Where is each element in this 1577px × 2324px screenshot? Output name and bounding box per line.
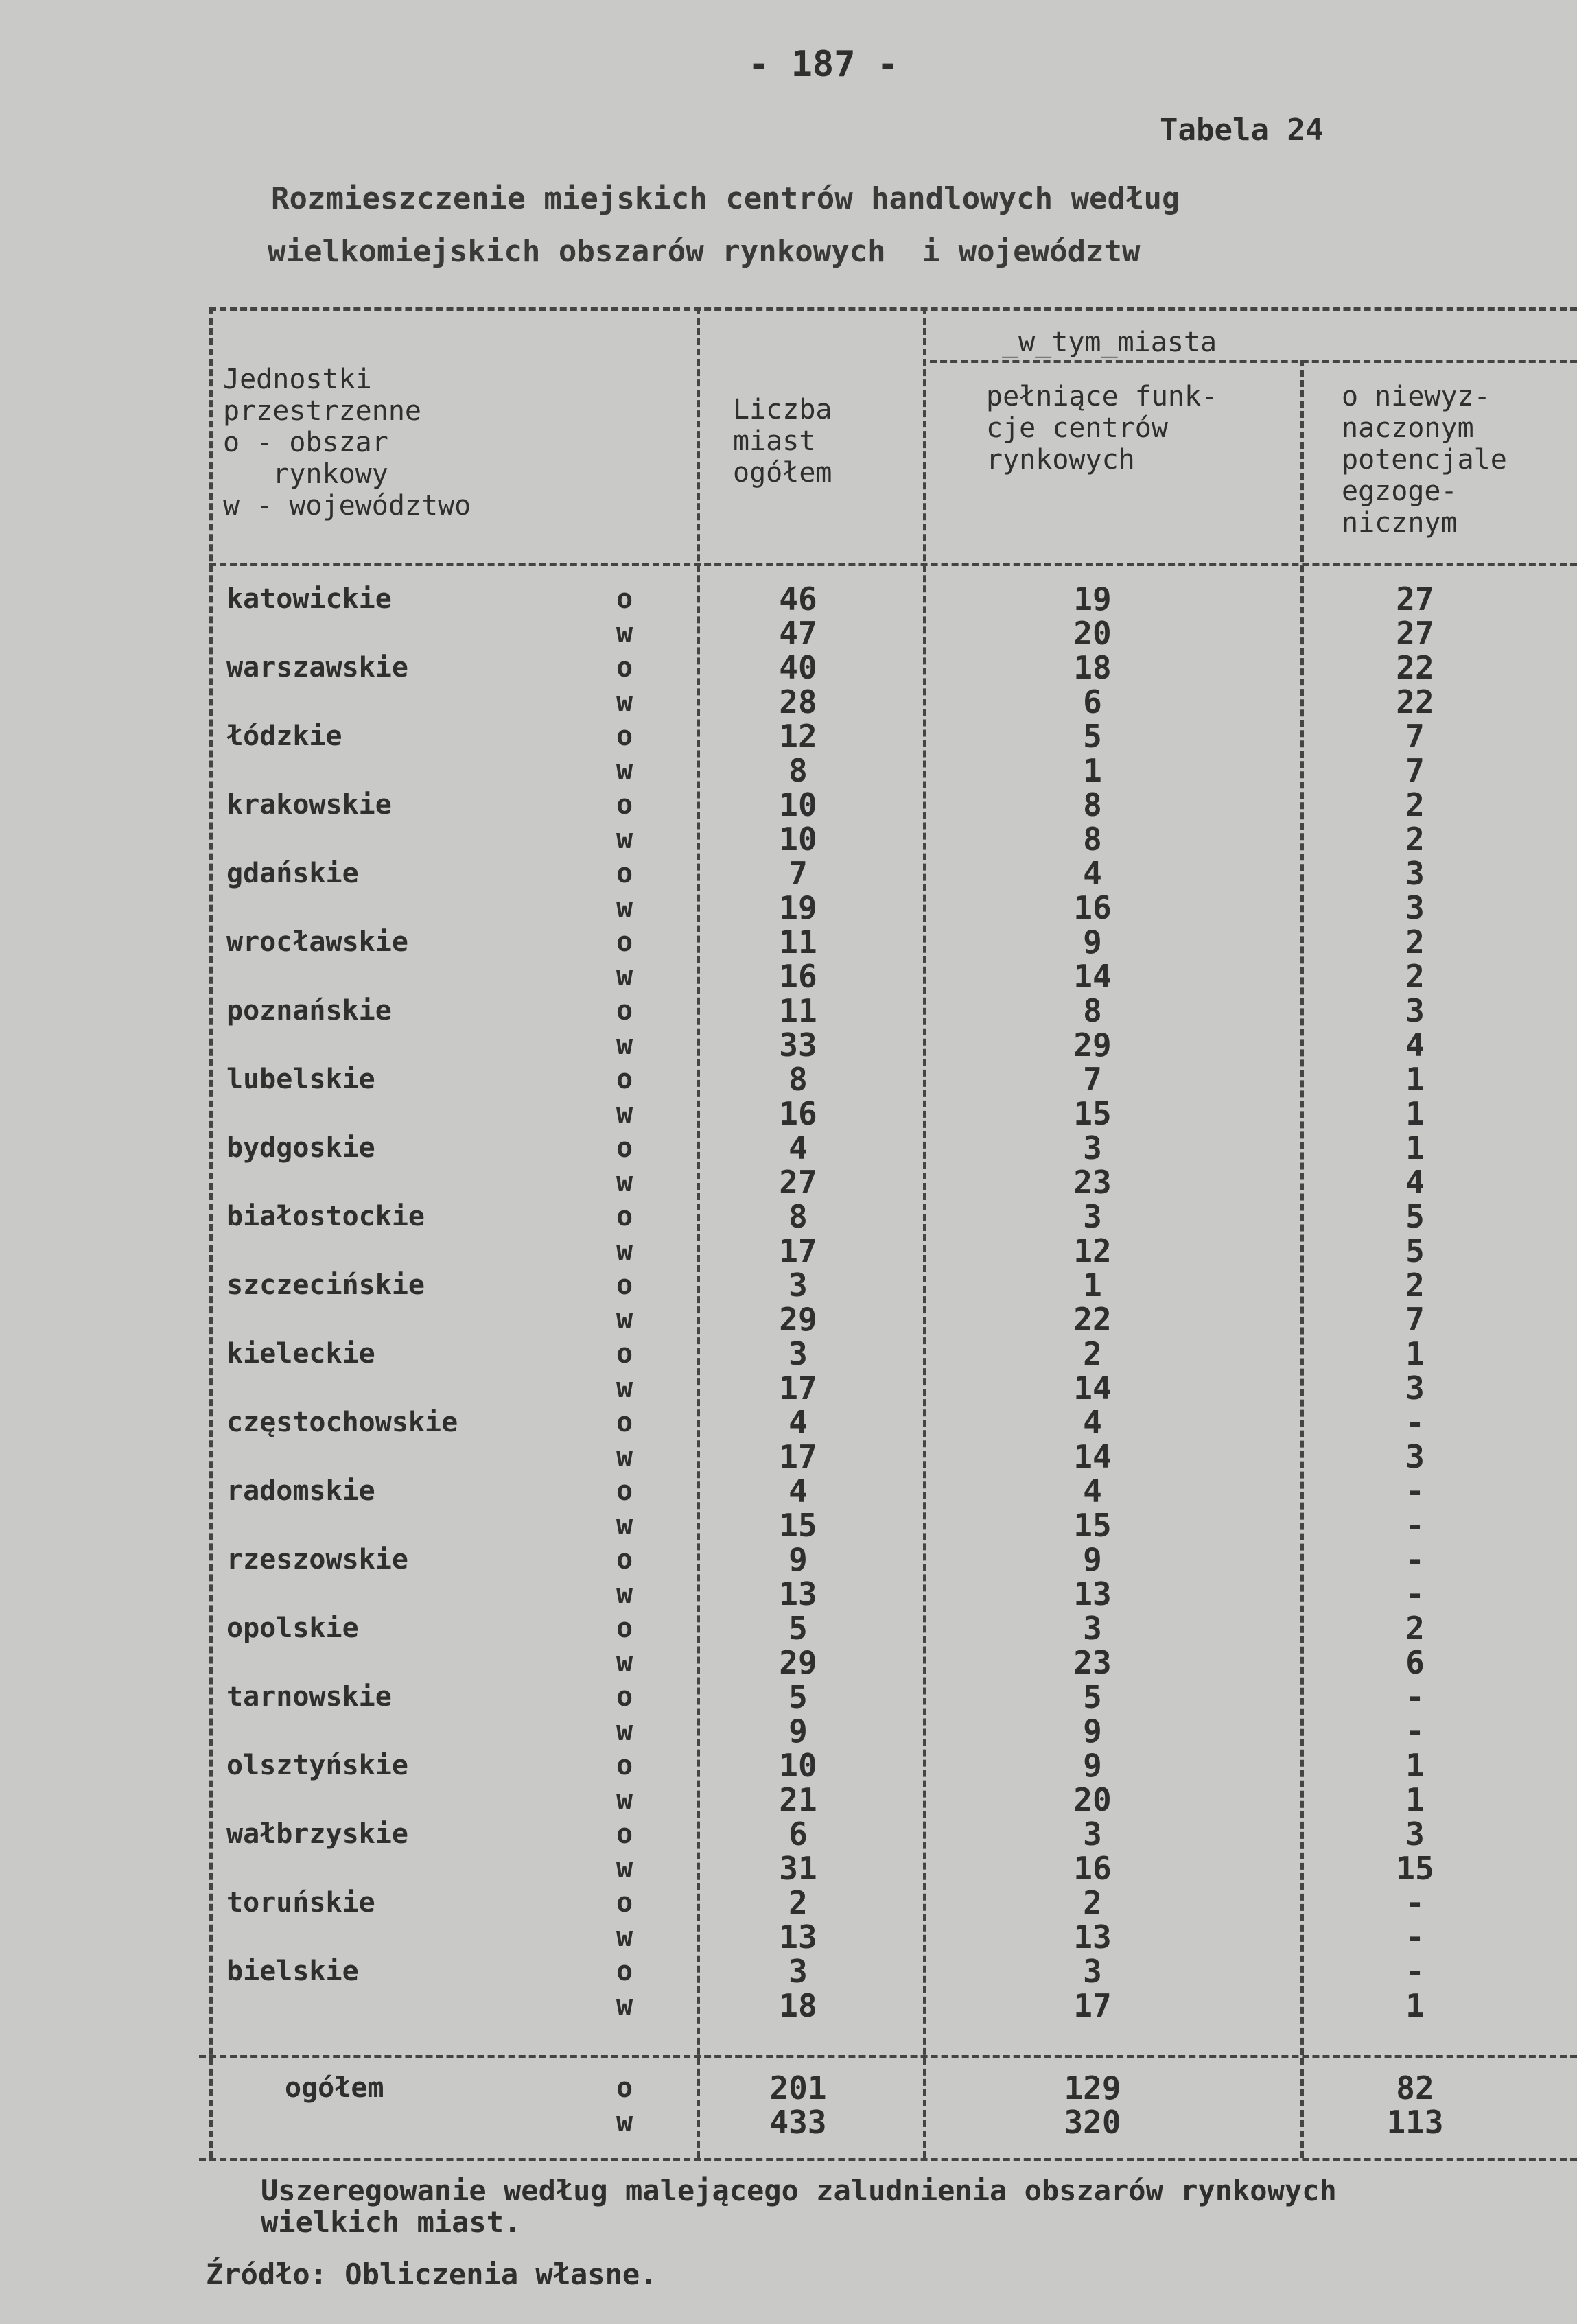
cell-count-o: 11 <box>779 924 817 961</box>
cell-potential-w: 2 <box>1405 958 1425 995</box>
region-name: wałbrzyskie <box>226 1818 408 1850</box>
header-potential: o niewyz- naczonym potencjale egzoge- nicznym <box>1342 381 1507 539</box>
marker-o: o <box>616 652 633 683</box>
marker-w: w <box>616 961 633 992</box>
cell-potential-o: 22 <box>1396 649 1434 686</box>
marker-w: w <box>616 1235 633 1267</box>
header-count: Liczba miast ogółem <box>733 394 832 489</box>
total-count-w: 433 <box>769 2104 827 2141</box>
page-number: - 187 - <box>748 44 899 85</box>
marker-w: w <box>616 892 633 924</box>
table-title-line-2: wielkomiejskich obszarów rynkowych i województw <box>268 234 1141 269</box>
cell-potential-w: 3 <box>1405 889 1425 926</box>
cell-potential-w: 3 <box>1405 1370 1425 1407</box>
rule-total-top <box>199 2055 1577 2058</box>
cell-functioning-w: 20 <box>1073 1781 1112 1818</box>
total-functioning-o: 129 <box>1064 2069 1121 2106</box>
cell-functioning-w: 6 <box>1083 683 1102 720</box>
cell-count-w: 29 <box>779 1301 817 1338</box>
cell-functioning-o: 1 <box>1083 1267 1102 1304</box>
marker-o: o <box>616 1064 633 1095</box>
cell-functioning-o: 9 <box>1083 1541 1102 1578</box>
cell-functioning-w: 1 <box>1083 752 1102 789</box>
region-name: radomskie <box>226 1475 375 1507</box>
region-name: częstochowskie <box>226 1407 458 1438</box>
marker-w: w <box>616 1441 633 1472</box>
cell-potential-o: - <box>1405 1953 1425 1990</box>
cell-count-o: 2 <box>788 1884 808 1921</box>
marker-o: o <box>616 1956 633 1987</box>
header-units: Jednostki przestrzenne o - obszar rynkowy w - województwo <box>223 364 471 521</box>
cell-count-o: 5 <box>788 1678 808 1715</box>
cell-count-w: 17 <box>779 1370 817 1407</box>
cell-count-w: 13 <box>779 1918 817 1956</box>
cell-count-o: 4 <box>788 1129 808 1166</box>
cell-count-w: 31 <box>779 1850 817 1887</box>
region-name: poznańskie <box>226 995 392 1026</box>
cell-potential-w: - <box>1405 1918 1425 1956</box>
cell-count-o: 40 <box>779 649 817 686</box>
rule-col-2 <box>923 307 926 2158</box>
cell-count-o: 11 <box>779 992 817 1029</box>
cell-count-w: 9 <box>788 1713 808 1750</box>
region-name: bydgoskie <box>226 1132 375 1164</box>
table-number: Tabela 24 <box>1160 113 1324 148</box>
cell-functioning-w: 16 <box>1073 889 1112 926</box>
cell-potential-w: 5 <box>1405 1232 1425 1269</box>
cell-count-w: 28 <box>779 683 817 720</box>
marker-w: w <box>616 1029 633 1061</box>
cell-functioning-w: 23 <box>1073 1644 1112 1681</box>
cell-potential-o: 3 <box>1405 855 1425 892</box>
cell-potential-o: 1 <box>1405 1747 1425 1784</box>
cell-count-w: 16 <box>779 1095 817 1132</box>
cell-functioning-w: 17 <box>1073 1987 1112 2024</box>
cell-functioning-o: 3 <box>1083 1953 1102 1990</box>
region-name: gdańskie <box>226 858 359 889</box>
cell-potential-w: 7 <box>1405 752 1425 789</box>
region-name: bielskie <box>226 1956 359 1987</box>
cell-count-o: 3 <box>788 1335 808 1372</box>
cell-count-w: 8 <box>788 752 808 789</box>
region-name: katowickie <box>226 583 392 615</box>
region-name: białostockie <box>226 1201 425 1232</box>
marker-o: o <box>616 1475 633 1507</box>
cell-functioning-o: 3 <box>1083 1610 1102 1647</box>
region-name: lubelskie <box>226 1064 375 1095</box>
marker-o: o <box>616 1681 633 1713</box>
cell-functioning-w: 29 <box>1073 1026 1112 1064</box>
rule-subheader <box>930 360 1577 363</box>
cell-functioning-w: 20 <box>1073 615 1112 652</box>
cell-functioning-o: 19 <box>1073 580 1112 618</box>
cell-potential-o: - <box>1405 1884 1425 1921</box>
marker-w: w <box>616 1372 633 1404</box>
cell-functioning-w: 14 <box>1073 958 1112 995</box>
marker-o: o <box>616 1201 633 1232</box>
region-name: rzeszowskie <box>226 1544 408 1575</box>
rule-bottom <box>199 2158 1577 2161</box>
cell-potential-o: 2 <box>1405 1267 1425 1304</box>
cell-functioning-w: 22 <box>1073 1301 1112 1338</box>
cell-count-o: 10 <box>779 786 817 823</box>
rule-left <box>209 307 213 2158</box>
cell-count-o: 6 <box>788 1816 808 1853</box>
cell-functioning-w: 13 <box>1073 1575 1112 1612</box>
cell-potential-o: 27 <box>1396 580 1434 618</box>
region-name: szczecińskie <box>226 1269 425 1301</box>
total-potential-o: 82 <box>1396 2069 1434 2106</box>
marker-o: o <box>616 926 633 958</box>
cell-potential-w: 1 <box>1405 1781 1425 1818</box>
marker-o: o <box>616 1269 633 1301</box>
table-title-line-1: Rozmieszczenie miejskich centrów handlowych według <box>271 181 1180 216</box>
cell-count-w: 17 <box>779 1232 817 1269</box>
cell-functioning-o: 2 <box>1083 1335 1102 1372</box>
marker-o: o <box>616 858 633 889</box>
marker-w: w <box>616 1647 633 1678</box>
cell-potential-o: 2 <box>1405 924 1425 961</box>
total-potential-w: 113 <box>1386 2104 1444 2141</box>
cell-functioning-o: 3 <box>1083 1198 1102 1235</box>
table-note: Uszeregowanie według malejącego zaludnienia obszarów rynkowych wielkich miast. <box>261 2174 1337 2239</box>
cell-potential-o: 7 <box>1405 718 1425 755</box>
region-name: opolskie <box>226 1612 359 1644</box>
region-name: kieleckie <box>226 1338 375 1370</box>
marker-o: o <box>616 789 633 821</box>
total-functioning-w: 320 <box>1064 2104 1121 2141</box>
cell-potential-w: 3 <box>1405 1438 1425 1475</box>
rule-col-3 <box>1300 360 1304 2158</box>
cell-functioning-o: 2 <box>1083 1884 1102 1921</box>
cell-potential-o: 3 <box>1405 992 1425 1029</box>
cell-count-o: 4 <box>788 1404 808 1441</box>
cell-potential-w: 22 <box>1396 683 1434 720</box>
cell-count-o: 10 <box>779 1747 817 1784</box>
marker-w: w <box>616 1921 633 1953</box>
region-name: wrocławskie <box>226 926 408 958</box>
marker-o: o <box>616 583 633 615</box>
cell-count-o: 4 <box>788 1472 808 1510</box>
cell-potential-o: 1 <box>1405 1061 1425 1098</box>
cell-potential-w: 7 <box>1405 1301 1425 1338</box>
cell-count-o: 12 <box>779 718 817 755</box>
cell-functioning-w: 8 <box>1083 821 1102 858</box>
cell-functioning-o: 8 <box>1083 786 1102 823</box>
cell-functioning-w: 23 <box>1073 1164 1112 1201</box>
cell-count-w: 16 <box>779 958 817 995</box>
cell-count-o: 3 <box>788 1953 808 1990</box>
cell-count-w: 29 <box>779 1644 817 1681</box>
marker-o: o <box>616 1407 633 1438</box>
cell-functioning-w: 15 <box>1073 1095 1112 1132</box>
cell-count-w: 33 <box>779 1026 817 1064</box>
cell-potential-o: 2 <box>1405 786 1425 823</box>
cell-count-o: 5 <box>788 1610 808 1647</box>
marker-o: o <box>616 720 633 752</box>
cell-count-w: 15 <box>779 1507 817 1544</box>
cell-potential-o: 2 <box>1405 1610 1425 1647</box>
cell-functioning-o: 18 <box>1073 649 1112 686</box>
marker-w: w <box>616 686 633 718</box>
cell-functioning-w: 14 <box>1073 1438 1112 1475</box>
cell-count-o: 46 <box>779 580 817 618</box>
cell-functioning-o: 4 <box>1083 1472 1102 1510</box>
cell-functioning-o: 4 <box>1083 1404 1102 1441</box>
marker-w: w <box>616 1990 633 2021</box>
cell-functioning-o: 5 <box>1083 1678 1102 1715</box>
cell-potential-o: - <box>1405 1678 1425 1715</box>
cell-potential-w: 6 <box>1405 1644 1425 1681</box>
cell-potential-o: 3 <box>1405 1816 1425 1853</box>
marker-o: o <box>616 1750 633 1781</box>
marker-w: w <box>616 1853 633 1884</box>
source-line: Źródło: Obliczenia własne. <box>206 2257 657 2291</box>
cell-potential-w: 27 <box>1396 615 1434 652</box>
cell-functioning-o: 5 <box>1083 718 1102 755</box>
marker-w: w <box>616 1166 633 1198</box>
total-label: ogółem <box>285 2072 384 2104</box>
cell-functioning-o: 8 <box>1083 992 1102 1029</box>
marker-w: w <box>616 618 633 649</box>
cell-potential-w: - <box>1405 1575 1425 1612</box>
cell-count-o: 3 <box>788 1267 808 1304</box>
region-name: krakowskie <box>226 789 392 821</box>
region-name: łódzkie <box>226 720 342 752</box>
marker-o: o <box>616 1132 633 1164</box>
cell-potential-w: 1 <box>1405 1095 1425 1132</box>
total-count-o: 201 <box>769 2069 827 2106</box>
cell-functioning-o: 9 <box>1083 1747 1102 1784</box>
cell-potential-w: 2 <box>1405 821 1425 858</box>
marker-o: o <box>616 995 633 1026</box>
rule-top <box>209 307 1577 311</box>
cell-functioning-o: 9 <box>1083 924 1102 961</box>
region-name: tarnowskie <box>226 1681 392 1713</box>
marker-w: w <box>616 1578 633 1610</box>
cell-potential-w: 15 <box>1396 1850 1434 1887</box>
region-name: toruńskie <box>226 1887 375 1918</box>
cell-count-o: 8 <box>788 1198 808 1235</box>
cell-potential-o: 1 <box>1405 1129 1425 1166</box>
header-of-which: _w_tym_miasta <box>1002 327 1217 358</box>
total-marker-o: o <box>616 2072 633 2104</box>
cell-potential-o: - <box>1405 1541 1425 1578</box>
cell-count-w: 19 <box>779 889 817 926</box>
cell-count-w: 13 <box>779 1575 817 1612</box>
region-name: warszawskie <box>226 652 408 683</box>
cell-count-o: 7 <box>788 855 808 892</box>
cell-potential-w: - <box>1405 1507 1425 1544</box>
cell-potential-o: - <box>1405 1404 1425 1441</box>
cell-count-w: 27 <box>779 1164 817 1201</box>
cell-functioning-w: 15 <box>1073 1507 1112 1544</box>
marker-w: w <box>616 755 633 786</box>
marker-o: o <box>616 1338 633 1370</box>
marker-w: w <box>616 1510 633 1541</box>
cell-count-w: 47 <box>779 615 817 652</box>
marker-w: w <box>616 823 633 855</box>
cell-functioning-w: 12 <box>1073 1232 1112 1269</box>
header-functioning: pełniące funk- cje centrów rynkowych <box>986 381 1218 476</box>
cell-potential-o: 5 <box>1405 1198 1425 1235</box>
rule-header-bottom <box>209 563 1577 566</box>
cell-functioning-o: 7 <box>1083 1061 1102 1098</box>
cell-count-w: 17 <box>779 1438 817 1475</box>
marker-o: o <box>616 1818 633 1850</box>
cell-potential-w: 4 <box>1405 1164 1425 1201</box>
cell-potential-o: 1 <box>1405 1335 1425 1372</box>
marker-w: w <box>616 1098 633 1129</box>
cell-potential-w: 4 <box>1405 1026 1425 1064</box>
cell-count-o: 8 <box>788 1061 808 1098</box>
cell-functioning-w: 9 <box>1083 1713 1102 1750</box>
cell-functioning-w: 16 <box>1073 1850 1112 1887</box>
total-marker-w: w <box>616 2106 633 2138</box>
cell-functioning-o: 4 <box>1083 855 1102 892</box>
cell-count-w: 21 <box>779 1781 817 1818</box>
cell-functioning-o: 3 <box>1083 1129 1102 1166</box>
marker-w: w <box>616 1784 633 1816</box>
cell-count-w: 18 <box>779 1987 817 2024</box>
cell-functioning-w: 14 <box>1073 1370 1112 1407</box>
cell-count-w: 10 <box>779 821 817 858</box>
cell-count-o: 9 <box>788 1541 808 1578</box>
rule-col-1 <box>697 307 700 2158</box>
cell-potential-o: - <box>1405 1472 1425 1510</box>
marker-o: o <box>616 1887 633 1918</box>
marker-o: o <box>616 1612 633 1644</box>
cell-functioning-w: 13 <box>1073 1918 1112 1956</box>
marker-w: w <box>616 1304 633 1335</box>
cell-functioning-o: 3 <box>1083 1816 1102 1853</box>
marker-o: o <box>616 1544 633 1575</box>
region-name: olsztyńskie <box>226 1750 408 1781</box>
cell-potential-w: 1 <box>1405 1987 1425 2024</box>
marker-w: w <box>616 1715 633 1747</box>
cell-potential-w: - <box>1405 1713 1425 1750</box>
